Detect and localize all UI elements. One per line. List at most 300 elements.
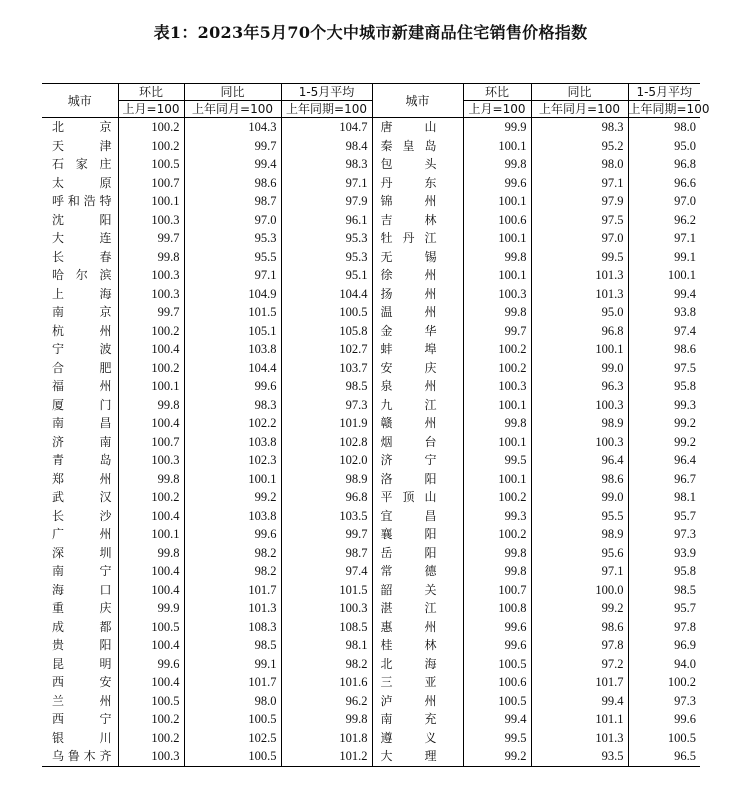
city-header-left: 城市 xyxy=(42,84,118,118)
avg-value-right: 98.6 xyxy=(628,340,700,359)
yoy-value-left: 102.2 xyxy=(184,414,281,433)
table-row xyxy=(42,229,700,248)
city-name-left: 长 春 xyxy=(52,249,112,264)
mom-value-right: 100.6 xyxy=(463,673,531,692)
mom-value-right: 100.2 xyxy=(463,525,531,544)
yoy-value-right: 100.0 xyxy=(531,581,628,600)
avg-value-right: 99.3 xyxy=(628,396,700,415)
city-name-left: 郑 州 xyxy=(52,471,112,486)
city-name-right: 九 江 xyxy=(372,396,463,415)
city-name-right: 洛 阳 xyxy=(372,470,463,489)
avg-value-left: 97.4 xyxy=(281,562,372,581)
mom-value-right: 100.1 xyxy=(463,470,531,489)
mom-value-left: 100.3 xyxy=(118,747,184,766)
yoy-value-left: 103.8 xyxy=(184,340,281,359)
avg-value-right: 95.7 xyxy=(628,599,700,618)
mom-value-left: 100.2 xyxy=(118,137,184,156)
table-row xyxy=(42,211,700,230)
mom-value-right: 100.1 xyxy=(463,229,531,248)
avg-value-right: 96.6 xyxy=(628,174,700,193)
mom-value-right: 100.3 xyxy=(463,285,531,304)
yoy-value-right: 98.0 xyxy=(531,155,628,174)
yoy-value-left: 98.6 xyxy=(184,174,281,193)
city-name-left: 昆 明 xyxy=(52,656,112,671)
avg-value-right: 97.8 xyxy=(628,618,700,637)
mom-value-right: 99.8 xyxy=(463,562,531,581)
header-row-2 xyxy=(42,101,700,118)
avg-value-left: 102.8 xyxy=(281,433,372,452)
mom-value-left: 100.1 xyxy=(118,525,184,544)
yoy-base-left: 上年同月=100 xyxy=(184,101,281,118)
yoy-value-right: 101.3 xyxy=(531,285,628,304)
city-name-left: 兰 州 xyxy=(52,693,112,708)
avg-value-left: 96.1 xyxy=(281,211,372,230)
avg-value-right: 99.6 xyxy=(628,710,700,729)
avg-value-right: 99.4 xyxy=(628,285,700,304)
mom-value-right: 99.8 xyxy=(463,248,531,267)
city-name-left: 呼和浩特 xyxy=(52,194,112,209)
table-row xyxy=(42,636,700,655)
table-row xyxy=(42,599,700,618)
yoy-value-right: 97.8 xyxy=(531,636,628,655)
avg-value-left: 98.4 xyxy=(281,137,372,156)
mom-value-left: 99.8 xyxy=(118,248,184,267)
mom-value-left: 100.2 xyxy=(118,488,184,507)
table-row xyxy=(42,414,700,433)
city-name-left: 乌鲁木齐 xyxy=(42,747,118,766)
avg-value-right: 93.8 xyxy=(628,303,700,322)
avg-value-left: 96.2 xyxy=(281,692,372,711)
avg-value-right: 98.5 xyxy=(628,581,700,600)
yoy-value-left: 98.3 xyxy=(184,396,281,415)
table-row xyxy=(42,710,700,729)
mom-value-right: 100.6 xyxy=(463,211,531,230)
city-name-right: 温 州 xyxy=(372,303,463,322)
yoy-value-right: 98.9 xyxy=(531,525,628,544)
city-name-left: 西 安 xyxy=(52,675,112,690)
table-row xyxy=(42,340,700,359)
table-row xyxy=(42,562,700,581)
mom-value-left: 100.4 xyxy=(118,581,184,600)
yoy-value-left: 99.4 xyxy=(184,155,281,174)
city-name-right: 襄 阳 xyxy=(372,525,463,544)
city-name-left: 天 津 xyxy=(52,138,112,153)
mom-header-left: 环比 xyxy=(118,84,184,101)
city-name-right: 金 华 xyxy=(372,322,463,341)
city-name-left: 太 原 xyxy=(52,175,112,190)
city-name-left: 贵 阳 xyxy=(52,638,112,653)
avg-value-right: 95.7 xyxy=(628,507,700,526)
yoy-value-right: 93.5 xyxy=(531,747,628,766)
mom-value-left: 100.2 xyxy=(118,322,184,341)
table-row xyxy=(42,747,700,766)
yoy-value-right: 95.5 xyxy=(531,507,628,526)
mom-value-left: 100.4 xyxy=(118,673,184,692)
mom-value-left: 100.5 xyxy=(118,692,184,711)
avg-value-right: 97.4 xyxy=(628,322,700,341)
city-name-left: 南 宁 xyxy=(52,564,112,579)
avg-value-left: 108.5 xyxy=(281,618,372,637)
avg-value-left: 101.6 xyxy=(281,673,372,692)
mom-value-left: 100.1 xyxy=(118,192,184,211)
city-name-left: 福 州 xyxy=(52,379,112,394)
avg-value-right: 95.8 xyxy=(628,377,700,396)
mom-value-left: 99.9 xyxy=(118,599,184,618)
yoy-value-left: 102.3 xyxy=(184,451,281,470)
table-row xyxy=(42,303,700,322)
mom-value-left: 99.7 xyxy=(118,303,184,322)
city-name-right: 无 锡 xyxy=(372,248,463,267)
avg-value-right: 96.4 xyxy=(628,451,700,470)
avg-value-right: 96.5 xyxy=(628,747,700,766)
city-name-left: 海 口 xyxy=(52,582,112,597)
mom-value-right: 100.1 xyxy=(463,396,531,415)
yoy-value-right: 95.0 xyxy=(531,303,628,322)
city-name-left: 厦 门 xyxy=(52,397,112,412)
yoy-value-right: 97.5 xyxy=(531,211,628,230)
avg-value-left: 100.3 xyxy=(281,599,372,618)
avg-value-left: 100.5 xyxy=(281,303,372,322)
mom-value-right: 99.8 xyxy=(463,155,531,174)
avg-value-left: 102.7 xyxy=(281,340,372,359)
city-name-right: 韶 关 xyxy=(372,581,463,600)
yoy-value-right: 99.5 xyxy=(531,248,628,267)
table-row xyxy=(42,137,700,156)
table-row xyxy=(42,174,700,193)
city-name-right: 吉 林 xyxy=(372,211,463,230)
yoy-value-left: 100.1 xyxy=(184,470,281,489)
mom-value-left: 99.7 xyxy=(118,229,184,248)
avg-value-right: 96.8 xyxy=(628,155,700,174)
yoy-value-right: 98.9 xyxy=(531,414,628,433)
avg-base-left: 上年同期=100 xyxy=(281,101,372,118)
avg-value-left: 98.1 xyxy=(281,636,372,655)
avg-value-right: 100.2 xyxy=(628,673,700,692)
yoy-value-left: 100.5 xyxy=(184,747,281,766)
avg-value-left: 95.1 xyxy=(281,266,372,285)
city-name-right: 泸 州 xyxy=(372,692,463,711)
avg-value-left: 95.3 xyxy=(281,248,372,267)
yoy-value-left: 103.8 xyxy=(184,507,281,526)
city-name-left: 长 沙 xyxy=(52,508,112,523)
yoy-value-right: 101.3 xyxy=(531,729,628,748)
mom-value-left: 100.3 xyxy=(118,211,184,230)
mom-value-right: 99.9 xyxy=(463,118,531,137)
city-name-right: 大 理 xyxy=(372,747,463,766)
city-name-left: 银 川 xyxy=(52,730,112,745)
avg-value-left: 98.9 xyxy=(281,470,372,489)
city-name-left: 大 连 xyxy=(52,231,112,246)
mom-value-left: 100.5 xyxy=(118,155,184,174)
avg-value-right: 97.3 xyxy=(628,692,700,711)
table-row xyxy=(42,396,700,415)
mom-value-left: 99.8 xyxy=(118,544,184,563)
yoy-value-left: 101.7 xyxy=(184,673,281,692)
avg-value-left: 97.1 xyxy=(281,174,372,193)
city-name-right: 遵 义 xyxy=(372,729,463,748)
avg-value-right: 95.8 xyxy=(628,562,700,581)
yoy-value-right: 99.4 xyxy=(531,692,628,711)
city-name-left: 广 州 xyxy=(52,527,112,542)
yoy-value-left: 100.5 xyxy=(184,710,281,729)
yoy-value-left: 104.3 xyxy=(184,118,281,137)
city-name-left: 西 宁 xyxy=(52,712,112,727)
mom-value-right: 100.1 xyxy=(463,137,531,156)
yoy-value-right: 97.0 xyxy=(531,229,628,248)
city-name-left: 南 京 xyxy=(52,305,112,320)
city-name-right: 唐 山 xyxy=(372,118,463,137)
yoy-value-right: 95.6 xyxy=(531,544,628,563)
mom-value-left: 99.8 xyxy=(118,470,184,489)
mom-value-right: 100.2 xyxy=(463,359,531,378)
yoy-value-right: 99.2 xyxy=(531,599,628,618)
avg-value-left: 103.5 xyxy=(281,507,372,526)
mom-value-right: 100.2 xyxy=(463,488,531,507)
avg-value-right: 99.1 xyxy=(628,248,700,267)
avg-value-left: 101.2 xyxy=(281,747,372,766)
yoy-value-left: 97.1 xyxy=(184,266,281,285)
avg-value-right: 100.1 xyxy=(628,266,700,285)
avg-value-left: 101.9 xyxy=(281,414,372,433)
city-name-left: 成 都 xyxy=(52,619,112,634)
mom-value-right: 99.5 xyxy=(463,451,531,470)
avg-value-left: 99.8 xyxy=(281,710,372,729)
city-name-right: 岳 阳 xyxy=(372,544,463,563)
city-name-left: 哈尔滨 xyxy=(52,268,112,283)
yoy-value-right: 101.7 xyxy=(531,673,628,692)
yoy-value-left: 101.5 xyxy=(184,303,281,322)
mom-value-right: 99.6 xyxy=(463,618,531,637)
city-name-right: 北 海 xyxy=(372,655,463,674)
avg-value-left: 97.9 xyxy=(281,192,372,211)
mom-value-right: 100.8 xyxy=(463,599,531,618)
yoy-value-left: 103.8 xyxy=(184,433,281,452)
table-row xyxy=(42,673,700,692)
yoy-value-left: 104.4 xyxy=(184,359,281,378)
table-row xyxy=(42,377,700,396)
yoy-value-right: 96.8 xyxy=(531,322,628,341)
city-name-right: 烟 台 xyxy=(372,433,463,452)
yoy-value-right: 96.4 xyxy=(531,451,628,470)
mom-value-left: 100.2 xyxy=(118,729,184,748)
yoy-value-right: 99.0 xyxy=(531,488,628,507)
mom-value-right: 99.3 xyxy=(463,507,531,526)
mom-value-right: 99.8 xyxy=(463,414,531,433)
table-row xyxy=(42,155,700,174)
city-header-right: 城市 xyxy=(372,84,463,118)
city-name-right: 宜 昌 xyxy=(372,507,463,526)
avg-value-right: 100.5 xyxy=(628,729,700,748)
yoy-header-right: 同比 xyxy=(531,84,628,101)
table-row xyxy=(42,248,700,267)
city-name-left: 石家庄 xyxy=(52,157,112,172)
yoy-value-right: 96.3 xyxy=(531,377,628,396)
mom-value-left: 99.8 xyxy=(118,396,184,415)
table-row xyxy=(42,451,700,470)
table-row xyxy=(42,655,700,674)
city-name-right: 桂 林 xyxy=(372,636,463,655)
yoy-value-left: 99.6 xyxy=(184,525,281,544)
table-row xyxy=(42,118,700,137)
city-name-right: 惠 州 xyxy=(372,618,463,637)
avg-header-left: 1-5月平均 xyxy=(281,84,372,101)
yoy-value-left: 98.5 xyxy=(184,636,281,655)
city-name-right: 包 头 xyxy=(372,155,463,174)
avg-value-left: 101.8 xyxy=(281,729,372,748)
table-row xyxy=(42,470,700,489)
yoy-value-left: 101.7 xyxy=(184,581,281,600)
yoy-base-right: 上年同月=100 xyxy=(531,101,628,118)
mom-value-left: 100.3 xyxy=(118,451,184,470)
avg-value-left: 97.3 xyxy=(281,396,372,415)
mom-value-left: 100.7 xyxy=(118,433,184,452)
city-name-left: 南 昌 xyxy=(52,416,112,431)
city-name-left: 深 圳 xyxy=(52,545,112,560)
yoy-value-right: 100.1 xyxy=(531,340,628,359)
city-name-right: 牡丹江 xyxy=(372,229,463,248)
mom-value-right: 99.5 xyxy=(463,729,531,748)
avg-value-right: 96.7 xyxy=(628,470,700,489)
avg-value-left: 104.4 xyxy=(281,285,372,304)
yoy-value-right: 99.0 xyxy=(531,359,628,378)
mom-value-left: 100.4 xyxy=(118,414,184,433)
avg-value-right: 96.9 xyxy=(628,636,700,655)
mom-value-right: 99.6 xyxy=(463,174,531,193)
city-name-right: 南 充 xyxy=(372,710,463,729)
city-name-right: 安 庆 xyxy=(372,359,463,378)
mom-value-right: 99.6 xyxy=(463,636,531,655)
mom-value-left: 100.2 xyxy=(118,359,184,378)
yoy-value-left: 99.7 xyxy=(184,137,281,156)
city-name-right: 泉 州 xyxy=(372,377,463,396)
avg-value-left: 96.8 xyxy=(281,488,372,507)
yoy-value-left: 99.2 xyxy=(184,488,281,507)
yoy-value-left: 98.2 xyxy=(184,562,281,581)
mom-value-left: 100.7 xyxy=(118,174,184,193)
avg-value-left: 98.2 xyxy=(281,655,372,674)
avg-value-right: 97.5 xyxy=(628,359,700,378)
city-name-right: 徐 州 xyxy=(372,266,463,285)
mom-value-right: 100.2 xyxy=(463,340,531,359)
mom-value-right: 100.3 xyxy=(463,377,531,396)
table-row xyxy=(42,192,700,211)
mom-value-left: 100.3 xyxy=(118,285,184,304)
avg-value-left: 105.8 xyxy=(281,322,372,341)
avg-value-right: 95.0 xyxy=(628,137,700,156)
avg-value-right: 98.0 xyxy=(628,118,700,137)
yoy-value-right: 101.1 xyxy=(531,710,628,729)
mom-value-right: 99.7 xyxy=(463,322,531,341)
mom-base-left: 上月=100 xyxy=(118,101,184,118)
city-name-right: 秦皇岛 xyxy=(372,137,463,156)
avg-header-right: 1-5月平均 xyxy=(628,84,700,101)
table-row xyxy=(42,544,700,563)
city-name-right: 扬 州 xyxy=(372,285,463,304)
city-name-left: 合 肥 xyxy=(52,360,112,375)
price-index-table xyxy=(42,83,710,767)
yoy-value-right: 100.3 xyxy=(531,396,628,415)
yoy-value-left: 99.6 xyxy=(184,377,281,396)
table-row xyxy=(42,433,700,452)
yoy-value-right: 98.3 xyxy=(531,118,628,137)
yoy-value-right: 97.2 xyxy=(531,655,628,674)
city-name-left: 杭 州 xyxy=(52,323,112,338)
table-body xyxy=(42,118,700,767)
avg-value-right: 99.2 xyxy=(628,433,700,452)
city-name-right: 平顶山 xyxy=(372,488,463,507)
city-name-left: 武 汉 xyxy=(52,490,112,505)
yoy-value-right: 97.9 xyxy=(531,192,628,211)
avg-value-right: 98.1 xyxy=(628,488,700,507)
mom-value-left: 100.3 xyxy=(118,266,184,285)
table-row xyxy=(42,692,700,711)
yoy-value-right: 97.1 xyxy=(531,562,628,581)
city-name-right: 湛 江 xyxy=(372,599,463,618)
table-row xyxy=(42,488,700,507)
mom-value-left: 99.6 xyxy=(118,655,184,674)
yoy-value-right: 98.6 xyxy=(531,618,628,637)
mom-value-right: 99.2 xyxy=(463,747,531,766)
city-name-left: 上 海 xyxy=(52,286,112,301)
mom-header-right: 环比 xyxy=(463,84,531,101)
mom-value-left: 100.4 xyxy=(118,507,184,526)
table-row xyxy=(42,507,700,526)
yoy-header-left: 同比 xyxy=(184,84,281,101)
avg-value-right: 97.3 xyxy=(628,525,700,544)
mom-value-right: 100.5 xyxy=(463,655,531,674)
avg-value-left: 98.7 xyxy=(281,544,372,563)
city-name-left: 青 岛 xyxy=(52,453,112,468)
yoy-value-left: 98.0 xyxy=(184,692,281,711)
yoy-value-right: 97.1 xyxy=(531,174,628,193)
yoy-value-left: 99.1 xyxy=(184,655,281,674)
avg-value-left: 98.5 xyxy=(281,377,372,396)
yoy-value-left: 104.9 xyxy=(184,285,281,304)
mom-value-left: 100.4 xyxy=(118,562,184,581)
mom-value-left: 100.2 xyxy=(118,710,184,729)
avg-value-right: 93.9 xyxy=(628,544,700,563)
mom-value-right: 99.8 xyxy=(463,544,531,563)
yoy-value-left: 98.7 xyxy=(184,192,281,211)
city-name-right: 济 宁 xyxy=(372,451,463,470)
mom-value-right: 100.1 xyxy=(463,433,531,452)
city-name-right: 三 亚 xyxy=(372,673,463,692)
mom-value-left: 100.5 xyxy=(118,618,184,637)
avg-value-left: 104.7 xyxy=(281,118,372,137)
yoy-value-left: 98.2 xyxy=(184,544,281,563)
mom-value-right: 99.4 xyxy=(463,710,531,729)
mom-value-right: 100.1 xyxy=(463,192,531,211)
yoy-value-left: 97.0 xyxy=(184,211,281,230)
city-name-left: 重 庆 xyxy=(52,601,112,616)
header-row-1 xyxy=(42,84,700,101)
city-name-left: 沈 阳 xyxy=(52,212,112,227)
avg-value-right: 97.0 xyxy=(628,192,700,211)
city-name-right: 蚌 埠 xyxy=(372,340,463,359)
yoy-value-left: 95.3 xyxy=(184,229,281,248)
city-name-right: 丹 东 xyxy=(372,174,463,193)
yoy-value-left: 95.5 xyxy=(184,248,281,267)
table-row xyxy=(42,729,700,748)
yoy-value-right: 98.6 xyxy=(531,470,628,489)
table-row xyxy=(42,285,700,304)
table-row xyxy=(42,359,700,378)
mom-value-left: 100.1 xyxy=(118,377,184,396)
avg-value-left: 95.3 xyxy=(281,229,372,248)
yoy-value-left: 105.1 xyxy=(184,322,281,341)
avg-value-right: 97.1 xyxy=(628,229,700,248)
table-title: 表1：2023年5月70个大中城市新建商品住宅销售价格指数 xyxy=(153,23,588,42)
